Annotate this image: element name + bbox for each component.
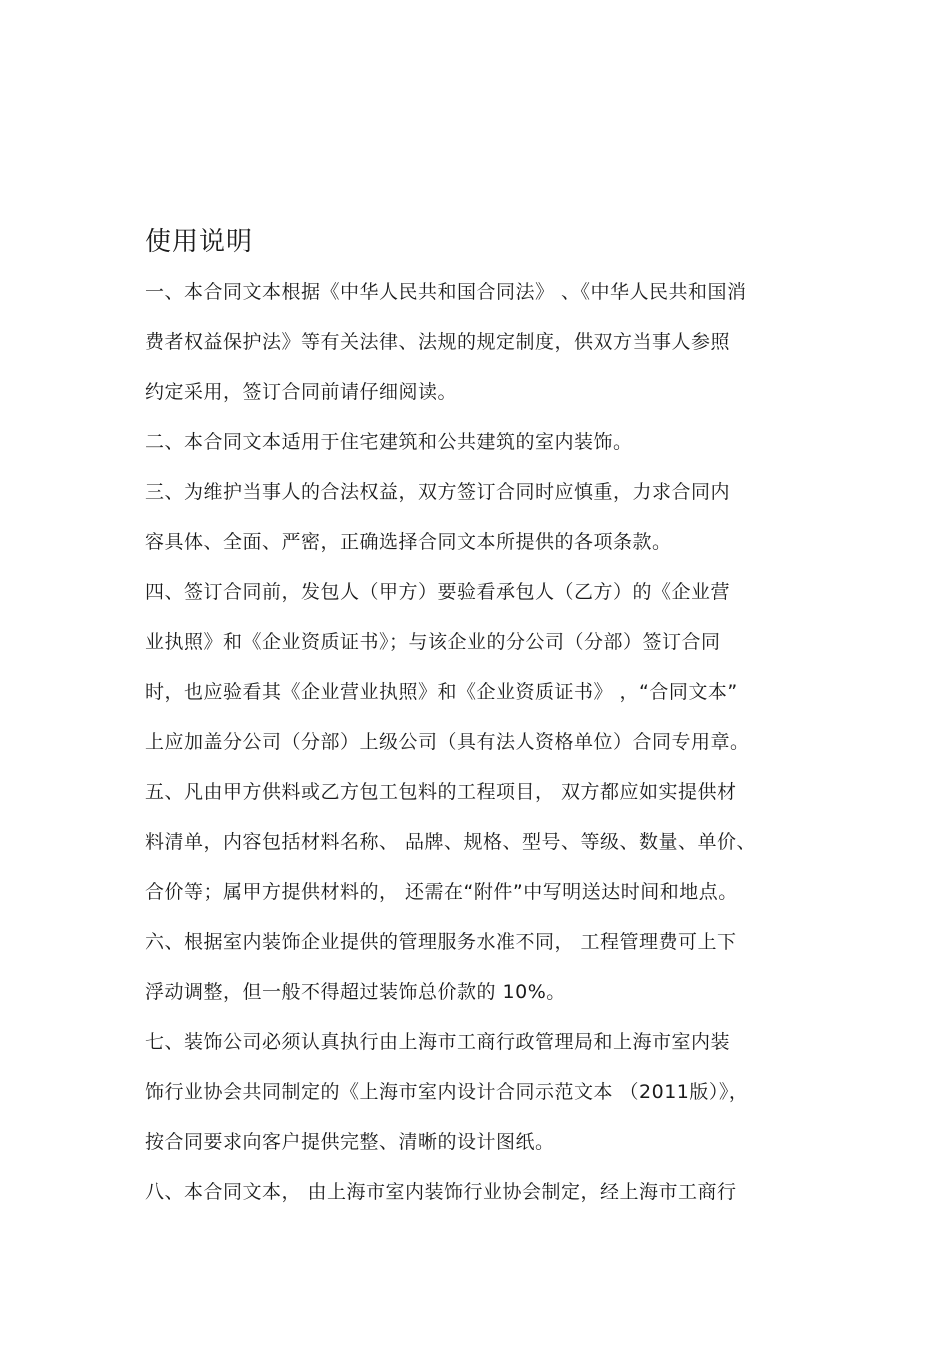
text-line: 六、根据室内装饰企业提供的管理服务水准不同， 工程管理费可上下 [145,931,737,953]
document-body [145,272,825,1222]
text-line: 一、本合同文本根据《中华人民共和国合同法》 、《中华人民共和国消 [145,281,747,303]
document-title: 使用说明 [145,227,254,257]
text-line: 时，也应验看其《企业营业执照》和《企业资质证书》 ，“合同文本” [145,681,738,703]
text-line: 合价等；属甲方提供材料的， 还需在“附件”中写明送达时间和地点。 [145,881,738,903]
text-line: 八、本合同文本， 由上海市室内装饰行业协会制定，经上海市工商行 [145,1181,737,1203]
text-line: 上应加盖分公司（分部）上级公司（具有法人资格单位）合同专用章。 [145,731,750,753]
text-line: 费者权益保护法》等有关法律、法规的规定制度，供双方当事人参照 [145,331,731,353]
text-line: 约定采用，签订合同前请仔细阅读。 [145,381,458,403]
text-line: 二、本合同文本适用于住宅建筑和公共建筑的室内装饰。 [145,431,633,453]
text-line: 四、签订合同前，发包人（甲方）要验看承包人（乙方）的《企业营 [145,581,731,603]
text-line: 三、为维护当事人的合法权益，双方签订合同时应慎重，力求合同内 [145,481,731,503]
text-line: 五、凡由甲方供料或乙方包工包料的工程项目， 双方都应如实提供材 [145,781,737,803]
text-line: 浮动调整，但一般不得超过装饰总价款的 10%。 [145,981,566,1003]
text-line: 容具体、全面、严密，正确选择合同文本所提供的各项条款。 [145,531,672,553]
text-line: 料清单，内容包括材料名称、 品牌、规格、型号、等级、数量、单价、 [145,831,757,853]
text-line: 饰行业协会共同制定的《上海市室内设计合同示范文本 （2011版）》， [145,1081,749,1103]
text-line: 业执照》和《企业资质证书》；与该企业的分公司（分部）签订合同 [145,631,721,653]
text-line: 按合同要求向客户提供完整、清晰的设计图纸。 [145,1131,555,1153]
text-line: 七、装饰公司必须认真执行由上海市工商行政管理局和上海市室内装 [145,1031,731,1053]
